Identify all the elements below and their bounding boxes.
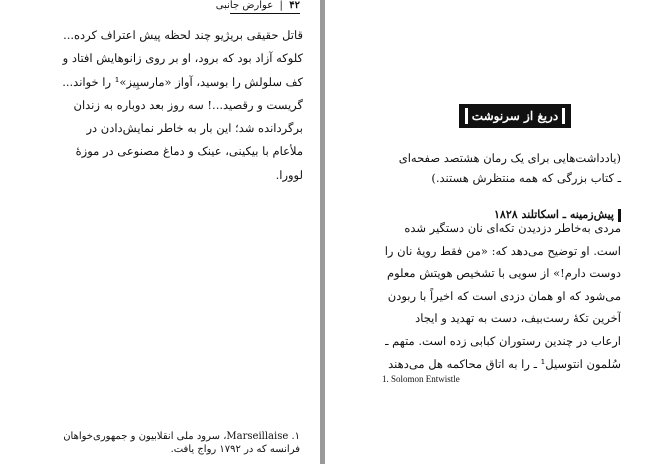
text-line: ارعاب در چندین رستوران کبابی زده است. متهم ـ bbox=[385, 333, 621, 348]
footnote bbox=[42, 430, 300, 456]
text-line: مردی به‌خاطر دزدیدن تکه‌ای نان دستگیر شده bbox=[404, 221, 621, 235]
footnote-line: ۱. Marseillaise، سرود ملی انقلابیون و جمهوری‌خواهان bbox=[63, 431, 300, 442]
text-line: کف سلولش را بوسید، آواز «مارسیِیز»¹ را خواند... bbox=[62, 74, 303, 89]
footnote: 1. Solomon Entwistle bbox=[382, 374, 460, 384]
text-line: کلوکه آزاد بود که برود، او بر روی زانوهایش افتاد و bbox=[62, 51, 303, 66]
body-text bbox=[18, 24, 303, 187]
chapter-intro bbox=[385, 148, 621, 188]
footnote-line: فرانسه که در ۱۷۹۲ رواج یافت. bbox=[170, 444, 300, 455]
intro-line: (یادداشت‌هایی برای یک رمان هشتصد صفحه‌ای bbox=[398, 151, 621, 165]
text-line: می‌شود که او همان دزدی است که اخیراً با ربودن bbox=[387, 288, 621, 303]
text-line: آخرین تکهٔ رست‌بیف، دست به تهدید و ایجاد bbox=[415, 311, 621, 326]
running-title: عوارض جانبی bbox=[215, 0, 274, 11]
text-line: قاتل حقیقی بریژیو چند لحظه پیش اعتراف کرده... bbox=[63, 28, 303, 42]
text-line: برگردانده شد؛ این بار به خاطر نمایش‌دادن در bbox=[86, 121, 303, 136]
text-line: لوورا. bbox=[275, 167, 303, 182]
section-heading-text: پیش‌زمینه ـ اسکاتلند ۱۸۲۸ bbox=[494, 208, 614, 221]
page-number: ۴۲ bbox=[289, 0, 300, 11]
text-line: دوست دارم!» از سویی با تشخیص هویتش معلوم bbox=[386, 266, 621, 281]
story-text bbox=[380, 217, 621, 375]
text-line: گریست و رقصید...! سه روز بعد دوباره به زندان bbox=[73, 97, 303, 112]
running-header: ۴۲ | عوارض جانبی bbox=[230, 0, 300, 14]
left-page bbox=[0, 0, 320, 464]
text-line: است. او توضیح می‌دهد که: «من فقط رویهٔ نان را bbox=[384, 243, 621, 258]
text-line: ملأعام با بیکینی، عینک و دماغ مصنوعی در موزهٔ bbox=[75, 144, 303, 159]
intro-line: ـ کتاب بزرگی که همه منتظرش هستند.) bbox=[431, 171, 621, 185]
chapter-title: دریغ از سرنوشت bbox=[459, 104, 571, 128]
right-page bbox=[325, 0, 661, 464]
text-line: سُلمون انتوسیل¹ ـ را به اتاق محاکمه هل می‌دهند bbox=[388, 356, 621, 371]
